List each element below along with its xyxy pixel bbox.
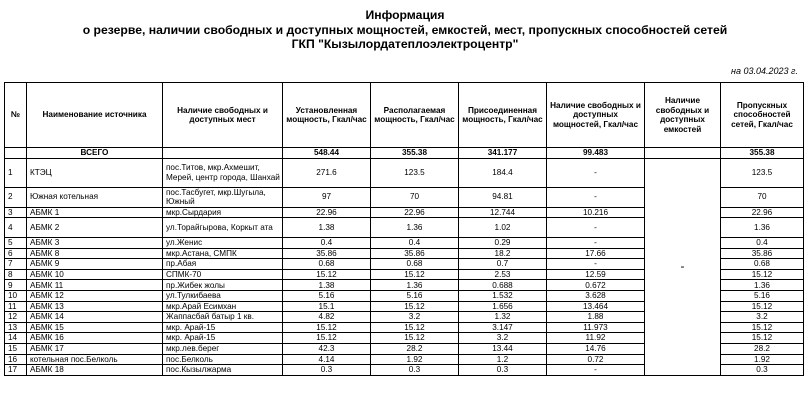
row-source-name: котельная пос.Белколь (27, 354, 163, 365)
row-throughput: 15.12 (721, 269, 804, 280)
row-connected: 3.147 (459, 322, 547, 333)
row-free: 17.66 (547, 248, 645, 259)
row-installed: 4.14 (283, 354, 371, 365)
row-source-name: АБМК 12 (27, 291, 163, 302)
row-num: 9 (5, 280, 27, 291)
row-available: 5.16 (371, 291, 459, 302)
row-source-name: АБМК 10 (27, 269, 163, 280)
row-num: 17 (5, 365, 27, 376)
row-free: - (547, 218, 645, 238)
row-num: 5 (5, 238, 27, 249)
total-places-cell (163, 148, 283, 159)
header-installed-capacity: Установленная мощность, Гкал/час (283, 83, 371, 148)
row-free: 1.88 (547, 312, 645, 323)
row-available: 1.36 (371, 280, 459, 291)
row-free: 3.628 (547, 291, 645, 302)
row-places: мкр. Арай-15 (163, 333, 283, 344)
row-available: 0.4 (371, 238, 459, 249)
row-places: ул.Тулкибаева (163, 291, 283, 302)
row-available: 15.12 (371, 333, 459, 344)
row-places: пос.Кызылжарма (163, 365, 283, 376)
row-free: - (547, 259, 645, 270)
total-throughput: 355.38 (721, 148, 804, 159)
header-places: Наличие свободных и доступных мест (163, 83, 283, 148)
total-connected: 341.177 (459, 148, 547, 159)
row-available: 35.86 (371, 248, 459, 259)
row-free: - (547, 365, 645, 376)
row-source-name: АБМК 15 (27, 322, 163, 333)
row-places: пос.Титов, мкр.Ахмешит, Мерей, центр города, Шанхай (163, 158, 283, 187)
row-places: мкр.Арай Есимхан (163, 301, 283, 312)
row-throughput: 1.92 (721, 354, 804, 365)
header-connected-capacity: Присоединенная мощность, Гкал/час (459, 83, 547, 148)
row-num: 2 (5, 187, 27, 207)
row-free: 13.464 (547, 301, 645, 312)
row-free: - (547, 238, 645, 249)
header-free-volumes: Наличие свободных и доступных емкостей (645, 83, 721, 148)
row-free: 0.72 (547, 354, 645, 365)
total-label: ВСЕГО (27, 148, 163, 159)
row-available: 1.92 (371, 354, 459, 365)
row-installed: 15.12 (283, 269, 371, 280)
row-throughput: 70 (721, 187, 804, 207)
row-available: 22.96 (371, 207, 459, 218)
row-available: 123.5 (371, 158, 459, 187)
total-installed: 548.44 (283, 148, 371, 159)
header-available-capacity: Располагаемая мощность, Гкал/час (371, 83, 459, 148)
row-source-name: АБМК 18 (27, 365, 163, 376)
row-free: 11.973 (547, 322, 645, 333)
row-available: 15.12 (371, 322, 459, 333)
table-header-row (5, 83, 804, 148)
row-places: мкр.Сырдария (163, 207, 283, 218)
row-places: пр.Жибек жолы (163, 280, 283, 291)
row-source-name: АБМК 8 (27, 248, 163, 259)
row-installed: 15.12 (283, 322, 371, 333)
row-installed: 97 (283, 187, 371, 207)
row-throughput: 35.86 (721, 248, 804, 259)
total-volumes-cell (645, 148, 721, 159)
row-free: 10.216 (547, 207, 645, 218)
row-connected: 0.7 (459, 259, 547, 270)
row-connected: 0.688 (459, 280, 547, 291)
document-subtitle: о резерве, наличии свободных и доступных мощностей, емкостей, мест, пропускных способностей сетей (82, 23, 728, 37)
row-num: 6 (5, 248, 27, 259)
row-free: 11.92 (547, 333, 645, 344)
row-throughput: 15.12 (721, 301, 804, 312)
row-connected: 184.4 (459, 158, 547, 187)
row-places: ул.Женис (163, 238, 283, 249)
row-free: 12.59 (547, 269, 645, 280)
row-places: пос.Белколь (163, 354, 283, 365)
row-throughput: 28.2 (721, 344, 804, 355)
row-connected: 0.3 (459, 365, 547, 376)
row-num: 13 (5, 322, 27, 333)
row-installed: 15.1 (283, 301, 371, 312)
row-places: мкр.Астана, СМПК (163, 248, 283, 259)
row-available: 1.36 (371, 218, 459, 238)
row-connected: 1.2 (459, 354, 547, 365)
row-num: 12 (5, 312, 27, 323)
header-free-capacity: Наличие свободных и доступных мощностей, Гкал/час (547, 83, 645, 148)
row-throughput: 5.16 (721, 291, 804, 302)
table-row (5, 158, 804, 187)
row-free: - (547, 158, 645, 187)
row-connected: 13.44 (459, 344, 547, 355)
row-throughput: 1.36 (721, 280, 804, 291)
row-free: 14.76 (547, 344, 645, 355)
row-throughput: 0.4 (721, 238, 804, 249)
row-installed: 22.96 (283, 207, 371, 218)
report-date: на 03.04.2023 г. (731, 66, 798, 76)
row-available: 0.68 (371, 259, 459, 270)
row-free: 0.672 (547, 280, 645, 291)
row-installed: 1.38 (283, 218, 371, 238)
row-installed: 5.16 (283, 291, 371, 302)
row-source-name: Южная котельная (27, 187, 163, 207)
row-available: 28.2 (371, 344, 459, 355)
row-throughput: 123.5 (721, 158, 804, 187)
row-connected: 0.29 (459, 238, 547, 249)
row-source-name: АБМК 14 (27, 312, 163, 323)
row-places: пр.Абая (163, 259, 283, 270)
total-row (5, 148, 804, 159)
organization-name: ГКП "Кызылордатеплоэлектроцентр" (291, 37, 519, 51)
row-connected: 94.81 (459, 187, 547, 207)
total-available: 355.38 (371, 148, 459, 159)
row-throughput: 3.2 (721, 312, 804, 323)
row-available: 15.12 (371, 301, 459, 312)
row-installed: 271.6 (283, 158, 371, 187)
row-num: 15 (5, 344, 27, 355)
total-num-cell (5, 148, 27, 159)
free-volumes-merged-cell: - (645, 158, 721, 375)
row-places: мкр.лев.берег (163, 344, 283, 355)
row-throughput: 1.36 (721, 218, 804, 238)
row-source-name: АБМК 17 (27, 344, 163, 355)
row-num: 16 (5, 354, 27, 365)
row-source-name: АБМК 1 (27, 207, 163, 218)
row-source-name: АБМК 9 (27, 259, 163, 270)
row-source-name: АБМК 16 (27, 333, 163, 344)
row-available: 0.3 (371, 365, 459, 376)
header-throughput: Пропускных способностей сетей, Гкал/час (721, 83, 804, 148)
row-num: 10 (5, 291, 27, 302)
row-available: 70 (371, 187, 459, 207)
row-num: 4 (5, 218, 27, 238)
row-installed: 0.68 (283, 259, 371, 270)
capacity-table (4, 82, 804, 376)
row-connected: 3.2 (459, 333, 547, 344)
row-source-name: АБМК 11 (27, 280, 163, 291)
row-num: 14 (5, 333, 27, 344)
row-installed: 42.3 (283, 344, 371, 355)
row-available: 3.2 (371, 312, 459, 323)
header-num: № (5, 83, 27, 148)
row-num: 8 (5, 269, 27, 280)
row-throughput: 15.12 (721, 333, 804, 344)
row-source-name: АБМК 3 (27, 238, 163, 249)
row-throughput: 22.96 (721, 207, 804, 218)
row-installed: 0.4 (283, 238, 371, 249)
row-available: 15.12 (371, 269, 459, 280)
row-places: мкр. Арай-15 (163, 322, 283, 333)
row-connected: 1.32 (459, 312, 547, 323)
row-installed: 35.86 (283, 248, 371, 259)
row-connected: 1.532 (459, 291, 547, 302)
row-throughput: 0.68 (721, 259, 804, 270)
row-throughput: 15.12 (721, 322, 804, 333)
row-places: СПМК-70 (163, 269, 283, 280)
row-connected: 1.02 (459, 218, 547, 238)
row-throughput: 0.3 (721, 365, 804, 376)
row-connected: 18.2 (459, 248, 547, 259)
row-source-name: АБМК 13 (27, 301, 163, 312)
row-num: 3 (5, 207, 27, 218)
document-title: Информация (365, 8, 445, 22)
row-installed: 1.38 (283, 280, 371, 291)
row-source-name: КТЭЦ (27, 158, 163, 187)
row-connected: 12.744 (459, 207, 547, 218)
row-free: - (547, 187, 645, 207)
row-num: 11 (5, 301, 27, 312)
row-connected: 2.53 (459, 269, 547, 280)
row-installed: 0.3 (283, 365, 371, 376)
row-installed: 15.12 (283, 333, 371, 344)
total-free: 99.483 (547, 148, 645, 159)
header-source-name: Наименование источника (27, 83, 163, 148)
row-places: Жаппасбай батыр 1 кв. (163, 312, 283, 323)
row-places: ул.Торайгырова, Коркыт ата (163, 218, 283, 238)
row-places: пос.Тасбугет, мкр.Шугыла, Южный (163, 187, 283, 207)
row-installed: 4.82 (283, 312, 371, 323)
row-source-name: АБМК 2 (27, 218, 163, 238)
row-num: 7 (5, 259, 27, 270)
row-num: 1 (5, 158, 27, 187)
row-connected: 1.656 (459, 301, 547, 312)
